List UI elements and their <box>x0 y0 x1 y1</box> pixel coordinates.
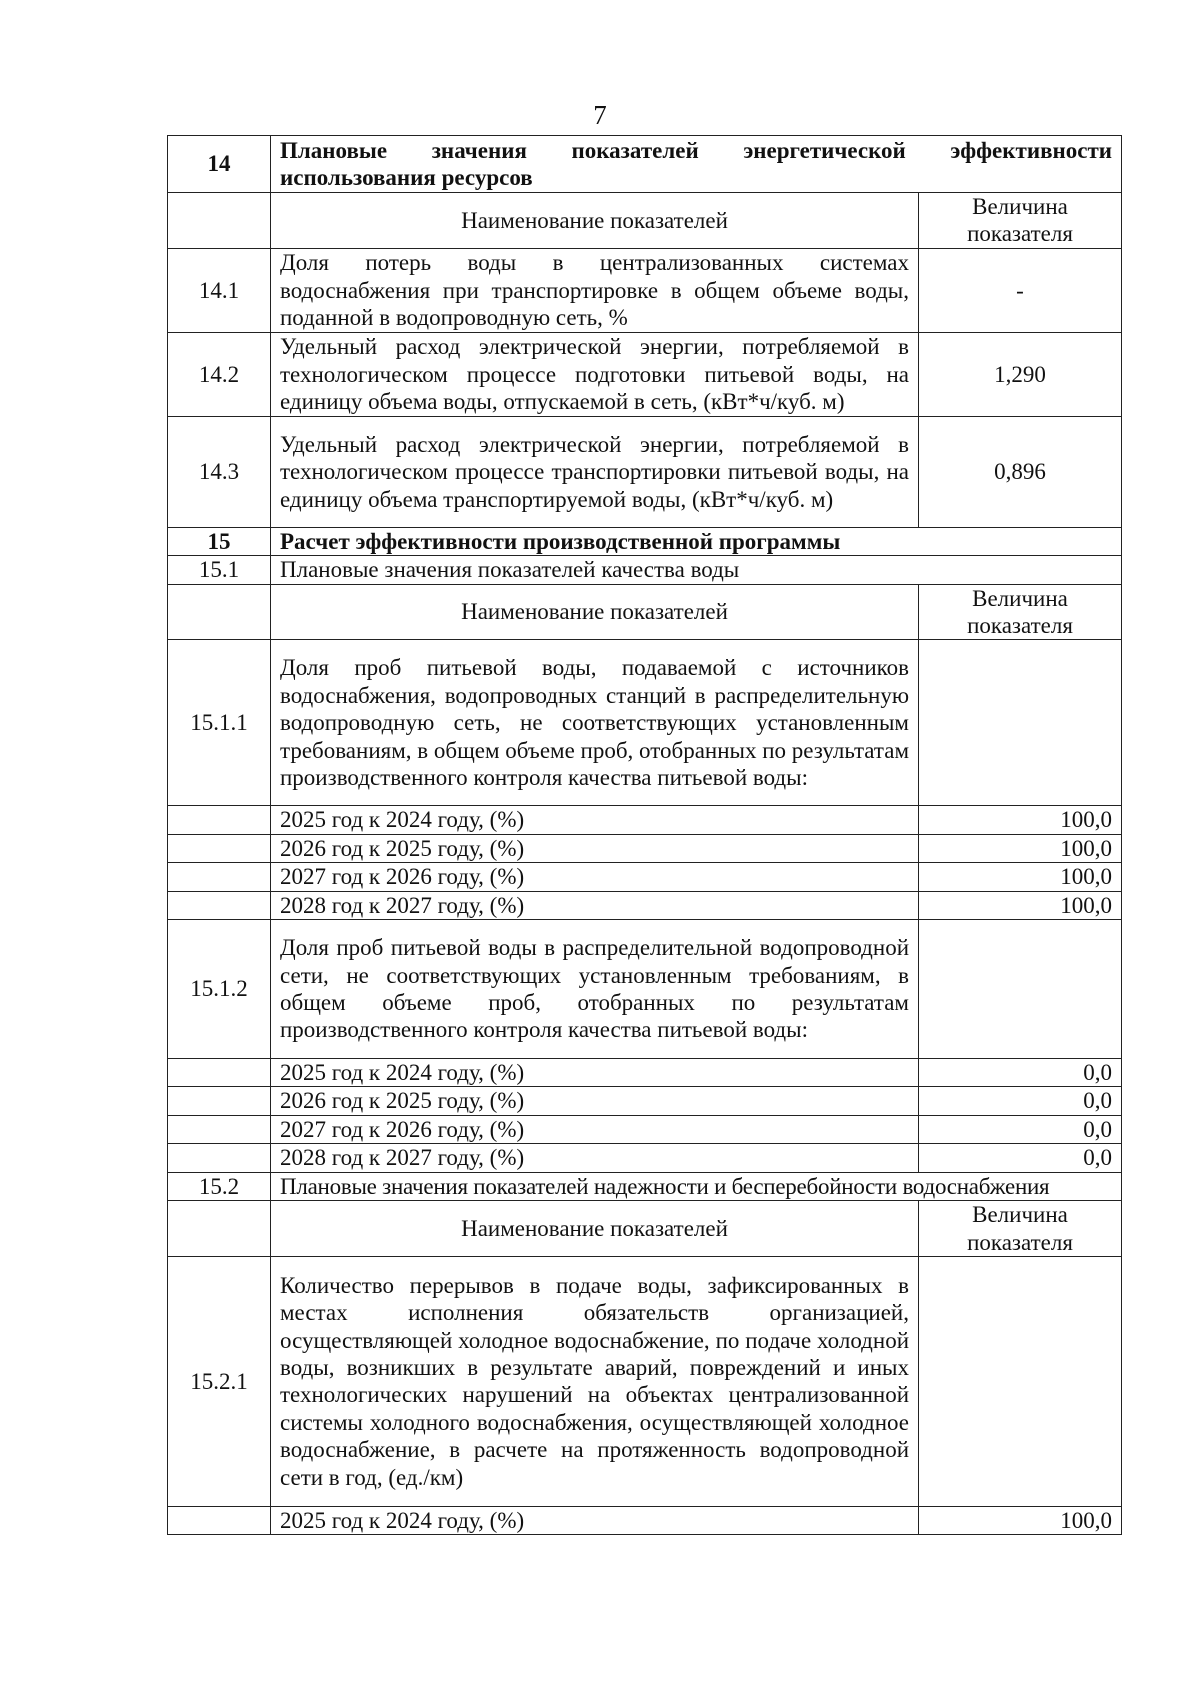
row-number: 14.1 <box>168 248 271 332</box>
section-number: 15 <box>168 527 271 555</box>
column-header-name: Наименование показателей <box>271 1201 919 1257</box>
year-row <box>168 1506 1122 1534</box>
year-row <box>168 1144 1122 1172</box>
section-title-line-1: Плановые значения показателей энергетической эффективности <box>280 137 1112 163</box>
year-value: 100,0 <box>919 863 1122 891</box>
year-row <box>168 834 1122 862</box>
column-header-row <box>168 193 1122 249</box>
row-description: Доля проб питьевой воды, подаваемой с источников водоснабжения, водопроводных станций в распределительную водопроводную сеть, не соответствующих установленным требованиям, в общем объеме проб, отобранных по результатам производственного контроля качества питьевой воды: <box>271 640 919 806</box>
section-title <box>271 136 1122 193</box>
row-description: Количество перерывов в подаче воды, зафиксированных в местах исполнения обязательств организацией, осуществляющей холодное водоснабжение, по подаче холодной воды, возникших в результате аварий, повреждений и иных технологических нарушений на объектах централизованной системы холодного водоснабжения, осуществляющей холодное водоснабжение, в расчете на протяженность водопроводной сети в год, (ед./км) <box>271 1256 919 1506</box>
row-value: 0,896 <box>919 416 1122 527</box>
column-header-value: Величина показателя <box>919 193 1122 249</box>
column-header-name: Наименование показателей <box>271 584 919 640</box>
row-description: Доля проб питьевой воды в распределительной водопроводной сети, не соответствующих установленным требованиям, в общем объеме проб, отобранных по результатам производственного контроля качества питьевой воды: <box>271 920 919 1059</box>
column-header-row <box>168 584 1122 640</box>
empty-cell <box>168 193 271 249</box>
table-row <box>168 248 1122 332</box>
empty-cell <box>168 1201 271 1257</box>
row-value <box>919 920 1122 1059</box>
row-value <box>919 1256 1122 1506</box>
section-14-title-row <box>168 136 1122 193</box>
year-row <box>168 891 1122 919</box>
empty-cell <box>168 1115 271 1143</box>
table-row <box>168 920 1122 1059</box>
year-value: 100,0 <box>919 1506 1122 1534</box>
year-value: 0,0 <box>919 1087 1122 1115</box>
column-header-name: Наименование показателей <box>271 193 919 249</box>
column-header-row <box>168 1201 1122 1257</box>
subsection-title: Плановые значения показателей надежности и бесперебойности водоснабжения <box>271 1172 1122 1200</box>
empty-cell <box>168 834 271 862</box>
empty-cell <box>168 891 271 919</box>
section-15-title-row <box>168 527 1122 555</box>
indicators-table <box>167 135 1122 1535</box>
column-header-value: Величина показателя <box>919 1201 1122 1257</box>
row-value: 1,290 <box>919 332 1122 416</box>
empty-cell <box>168 863 271 891</box>
year-label: 2027 год к 2026 году, (%) <box>271 863 919 891</box>
year-row <box>168 1115 1122 1143</box>
section-number: 14 <box>168 136 271 193</box>
year-value: 0,0 <box>919 1144 1122 1172</box>
year-label: 2027 год к 2026 году, (%) <box>271 1115 919 1143</box>
empty-cell <box>168 1059 271 1087</box>
row-description: Удельный расход электрической энергии, потребляемой в технологическом процессе транспортировки питьевой воды, на единицу объема транспортируемой воды, (кВт*ч/куб. м) <box>271 416 919 527</box>
table-row <box>168 332 1122 416</box>
year-label: 2025 год к 2024 году, (%) <box>271 1506 919 1534</box>
empty-cell <box>168 1087 271 1115</box>
row-number: 14.2 <box>168 332 271 416</box>
year-label: 2026 год к 2025 году, (%) <box>271 834 919 862</box>
year-row <box>168 1059 1122 1087</box>
subsection-title: Плановые значения показателей качества воды <box>271 556 1122 584</box>
row-number: 15.1.2 <box>168 920 271 1059</box>
table-row <box>168 640 1122 806</box>
column-header-value: Величина показателя <box>919 584 1122 640</box>
empty-cell <box>168 584 271 640</box>
year-label: 2028 год к 2027 году, (%) <box>271 891 919 919</box>
year-value: 0,0 <box>919 1115 1122 1143</box>
row-description: Доля потерь воды в централизованных системах водоснабжения при транспортировке в общем объеме воды, поданной в водопроводную сеть, % <box>271 248 919 332</box>
row-number: 15.1.1 <box>168 640 271 806</box>
year-row <box>168 863 1122 891</box>
page-number: 7 <box>593 100 607 130</box>
year-value: 100,0 <box>919 806 1122 834</box>
year-value: 100,0 <box>919 834 1122 862</box>
section-title: Расчет эффективности производственной программы <box>271 527 1122 555</box>
year-label: 2025 год к 2024 году, (%) <box>271 1059 919 1087</box>
year-row <box>168 806 1122 834</box>
year-value: 100,0 <box>919 891 1122 919</box>
empty-cell <box>168 806 271 834</box>
year-value: 0,0 <box>919 1059 1122 1087</box>
empty-cell <box>168 1144 271 1172</box>
row-value: - <box>919 248 1122 332</box>
year-label: 2028 год к 2027 году, (%) <box>271 1144 919 1172</box>
row-number: 15.2.1 <box>168 1256 271 1506</box>
section-title-line-2: использования ресурсов <box>280 165 533 190</box>
subsection-number: 15.2 <box>168 1172 271 1200</box>
table-row <box>168 1256 1122 1506</box>
empty-cell <box>168 1506 271 1534</box>
year-label: 2026 год к 2025 году, (%) <box>271 1087 919 1115</box>
subsection-15-1-title-row <box>168 556 1122 584</box>
subsection-number: 15.1 <box>168 556 271 584</box>
row-value <box>919 640 1122 806</box>
year-row <box>168 1087 1122 1115</box>
table-row <box>168 416 1122 527</box>
row-description: Удельный расход электрической энергии, потребляемой в технологическом процессе подготовки питьевой воды, на единицу объема воды, отпускаемой в сеть, (кВт*ч/куб. м) <box>271 332 919 416</box>
row-number: 14.3 <box>168 416 271 527</box>
subsection-15-2-title-row <box>168 1172 1122 1200</box>
year-label: 2025 год к 2024 году, (%) <box>271 806 919 834</box>
